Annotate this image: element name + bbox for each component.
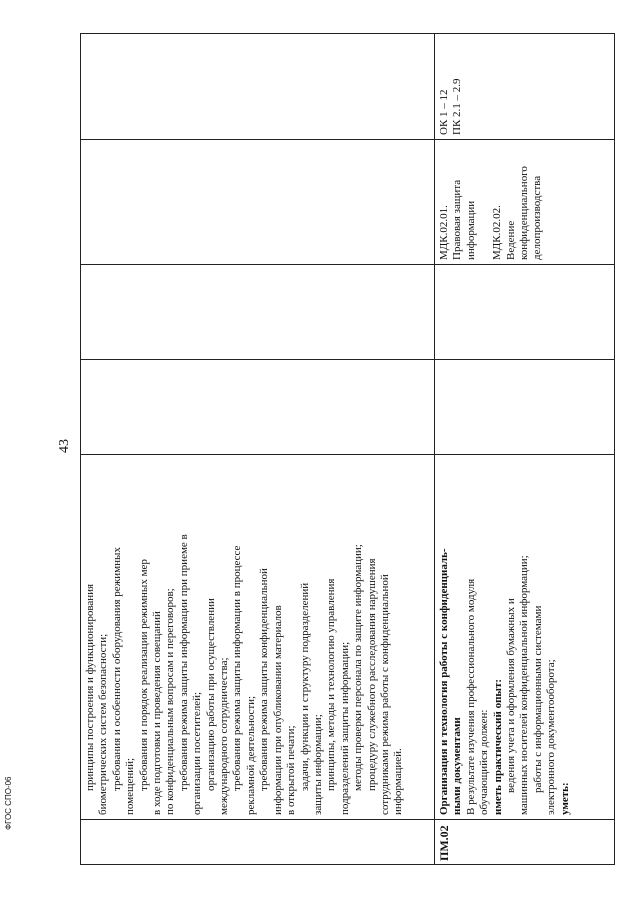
footer-document-code: ФГОС СПО-06 — [4, 776, 13, 830]
pm02-intro-1: В результате изучения профессионального модуля — [464, 578, 477, 815]
competence-line: ПК 2.1 – 2.9 — [451, 78, 464, 135]
mdk-line: конфиденциального — [518, 166, 531, 260]
mdk-line: Правовая защита — [451, 179, 464, 260]
pm02-exp-2: машинных носителей конфиденциальной информации; — [518, 555, 531, 815]
prev-row-line: организации посетителей; — [191, 691, 204, 815]
mdk-line — [478, 166, 491, 260]
pm02-exp-3: работы с информационными системами — [531, 605, 544, 793]
mdk-line: МДК.02.01. — [438, 205, 450, 260]
prev-row-line: в открытой печати; — [285, 725, 298, 815]
divider-practice — [80, 264, 615, 265]
prev-row-line: процедуру служебного расследования нарушения — [365, 558, 378, 791]
prev-row-line: принципы построения и функционирования — [84, 583, 96, 791]
prev-row-line: требования режима защиты информации при приеме в — [177, 534, 190, 791]
prev-row-line: в ходе подготовки и проведения совещаний — [151, 611, 164, 815]
mdk-line: Ведение — [504, 220, 517, 260]
page-number: 43 — [57, 439, 72, 453]
prev-row-line: требования и особенности оборудования режимных — [110, 547, 123, 791]
module-code: ПМ.02 — [437, 825, 451, 861]
prev-row-line: требования режима защиты конфиденциальной — [258, 568, 271, 791]
competence-line: ОК 1 – 12 — [438, 89, 450, 135]
prev-row-line: методы проверки персонала по защите информации; — [352, 544, 365, 791]
prev-row-line: требования и порядок реализации режимных мер — [137, 559, 150, 791]
pm02-exp-4: электронного документооборота; — [545, 659, 558, 815]
prev-row-line: информацией. — [392, 748, 405, 815]
pm02-mdk — [438, 166, 545, 260]
pm02-title-2: ными документами — [451, 717, 464, 815]
divider-code — [80, 819, 615, 820]
prev-row-line: принципы, методы и технологию управления — [325, 578, 338, 791]
prev-row-line: по конфиденциальным вопросам и переговоров; — [164, 588, 177, 815]
prev-row-line: биометрических систем безопасности; — [97, 633, 110, 815]
prev-row-line: рекламной деятельности; — [244, 695, 257, 815]
prev-row-line: помещений; — [124, 757, 137, 815]
pm02-competences — [438, 78, 465, 135]
pm02-experience-label: иметь практический опыт: — [491, 678, 504, 815]
divider-content — [80, 454, 615, 455]
curriculum-table — [80, 33, 615, 865]
prev-row-line: информации при опубликовании материалов — [271, 605, 284, 815]
prev-row-line: подразделений защиты информации; — [338, 641, 351, 815]
mdk-line: делопроизводства — [531, 175, 544, 260]
row-divider — [434, 33, 435, 865]
pm02-content — [438, 548, 572, 815]
mdk-line: информации — [464, 200, 477, 260]
pm02-title-1: Организация и технология работы с конфиденциаль- — [438, 548, 450, 815]
prev-row-line: организацию работы при осуществлении — [204, 598, 217, 791]
prev-row-line: задачи, функции и структуру подразделений — [298, 582, 311, 791]
prev-row-content — [84, 534, 406, 815]
mdk-line: МДК.02.02. — [491, 205, 504, 260]
divider-mdk — [80, 139, 615, 140]
divider-hours — [80, 359, 615, 360]
pm02-intro-2: обучающийся должен: — [478, 709, 491, 815]
prev-row-line: международного сотрудничества; — [218, 657, 231, 815]
pm02-able-label: уметь: — [558, 782, 571, 815]
prev-row-line: защиты информации; — [311, 714, 324, 815]
prev-row-line: требования режима защиты информации в процессе — [231, 545, 244, 791]
prev-row-line: сотрудниками режима работы с конфиденциальной — [378, 574, 391, 815]
pm02-exp-1: ведения учета и оформления бумажных и — [505, 598, 518, 793]
